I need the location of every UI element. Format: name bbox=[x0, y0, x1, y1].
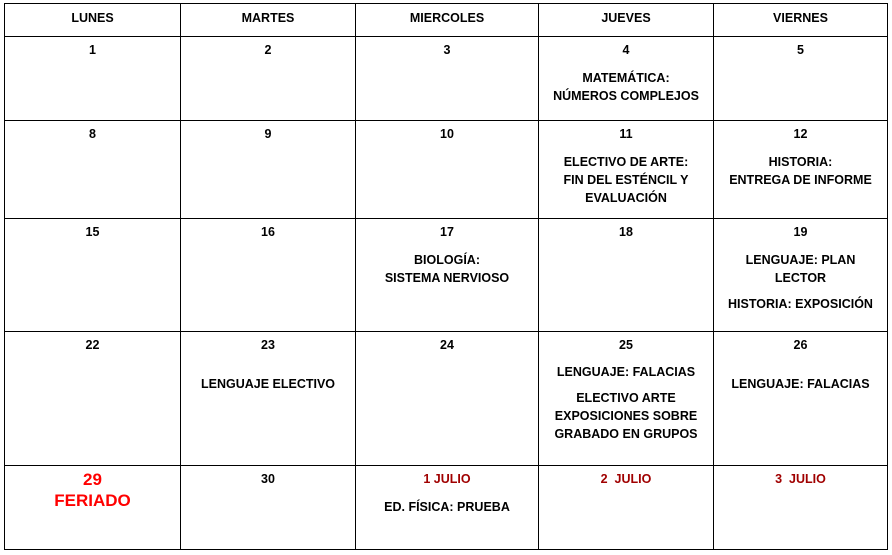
event-line: LENGUAJE: PLAN bbox=[745, 253, 856, 267]
day-number: 10 bbox=[440, 127, 454, 141]
day-number: 24 bbox=[440, 338, 454, 352]
day-number: 15 bbox=[85, 225, 100, 239]
week-row bbox=[5, 37, 888, 121]
day-cell bbox=[181, 332, 356, 466]
day-number: 26 bbox=[793, 338, 808, 352]
day-number: 3 bbox=[443, 43, 451, 57]
holiday-cell bbox=[5, 466, 181, 550]
header-martes: MARTES bbox=[181, 4, 356, 37]
day-cell bbox=[539, 219, 714, 332]
header-jueves: JUEVES bbox=[539, 4, 714, 37]
day-number: 9 bbox=[264, 127, 272, 141]
header-row bbox=[5, 4, 888, 37]
day-number: 17 bbox=[440, 225, 454, 239]
day-cell bbox=[5, 37, 181, 121]
day-cell bbox=[714, 37, 888, 121]
event-line: EXPOSICIONES SOBRE bbox=[554, 409, 698, 423]
day-cell bbox=[539, 121, 714, 219]
day-cell bbox=[356, 121, 539, 219]
day-number: 12 bbox=[793, 127, 808, 141]
event-line: HISTORIA: EXPOSICIÓN bbox=[728, 297, 873, 311]
day-cell bbox=[539, 37, 714, 121]
day-number: 1 bbox=[89, 43, 96, 57]
event-line: GRABADO EN GRUPOS bbox=[554, 427, 698, 441]
day-number: 16 bbox=[261, 225, 275, 239]
event-line: LENGUAJE: FALACIAS bbox=[556, 365, 696, 379]
day-cell bbox=[714, 121, 888, 219]
event-line: FIN DEL ESTÉNCIL Y bbox=[563, 173, 689, 187]
day-number: 30 bbox=[261, 472, 275, 486]
day-cell bbox=[356, 466, 539, 550]
day-cell bbox=[539, 332, 714, 466]
day-number: 3 JULIO bbox=[775, 472, 826, 486]
day-cell bbox=[356, 219, 539, 332]
day-cell bbox=[356, 332, 539, 466]
holiday-label: FERIADO bbox=[54, 491, 131, 510]
event-line: BIOLOGÍA: bbox=[414, 253, 480, 267]
event-line: LENGUAJE ELECTIVO bbox=[200, 377, 336, 391]
calendar-table bbox=[4, 3, 888, 550]
event-line: LECTOR bbox=[774, 271, 827, 285]
day-number: 1 JULIO bbox=[423, 472, 471, 486]
day-cell bbox=[181, 466, 356, 550]
event-line: ELECTIVO ARTE bbox=[576, 391, 676, 405]
day-number: 11 bbox=[619, 127, 633, 141]
event-line: ENTREGA DE INFORME bbox=[729, 173, 872, 187]
event-line: NÚMEROS COMPLEJOS bbox=[553, 89, 699, 103]
week-row bbox=[5, 466, 888, 550]
day-cell bbox=[356, 37, 539, 121]
event-line: ED. FÍSICA: PRUEBA bbox=[384, 500, 510, 514]
week-row bbox=[5, 332, 888, 466]
day-number: 8 bbox=[89, 127, 96, 141]
event-line: ELECTIVO DE ARTE: bbox=[563, 155, 689, 169]
day-cell bbox=[181, 219, 356, 332]
day-number: 19 bbox=[793, 225, 808, 239]
day-cell bbox=[539, 466, 714, 550]
day-cell bbox=[714, 466, 888, 550]
day-number: 5 bbox=[797, 43, 804, 57]
day-cell bbox=[5, 332, 181, 466]
week-row bbox=[5, 121, 888, 219]
day-number: 23 bbox=[261, 338, 275, 352]
day-number: 25 bbox=[619, 338, 633, 352]
event-line: HISTORIA: bbox=[768, 155, 833, 169]
day-number: 22 bbox=[85, 338, 100, 352]
day-cell bbox=[181, 37, 356, 121]
day-cell bbox=[5, 121, 181, 219]
header-miercoles: MIERCOLES bbox=[356, 4, 539, 37]
day-number: 2 JULIO bbox=[600, 472, 652, 486]
header-viernes: VIERNES bbox=[714, 4, 888, 37]
event-line: EVALUACIÓN bbox=[585, 191, 667, 205]
event-line: MATEMÁTICA: bbox=[582, 71, 670, 85]
week-row bbox=[5, 219, 888, 332]
event-line: SISTEMA NERVIOSO bbox=[384, 271, 510, 285]
day-cell bbox=[181, 121, 356, 219]
day-number: 2 bbox=[264, 43, 272, 57]
day-cell bbox=[714, 332, 888, 466]
event-line: LENGUAJE: FALACIAS bbox=[731, 377, 870, 391]
day-cell bbox=[5, 219, 181, 332]
day-number: 4 bbox=[622, 43, 630, 57]
day-cell bbox=[714, 219, 888, 332]
day-number: 18 bbox=[619, 225, 633, 239]
header-lunes: LUNES bbox=[5, 4, 181, 37]
day-number: 29 bbox=[83, 470, 102, 489]
